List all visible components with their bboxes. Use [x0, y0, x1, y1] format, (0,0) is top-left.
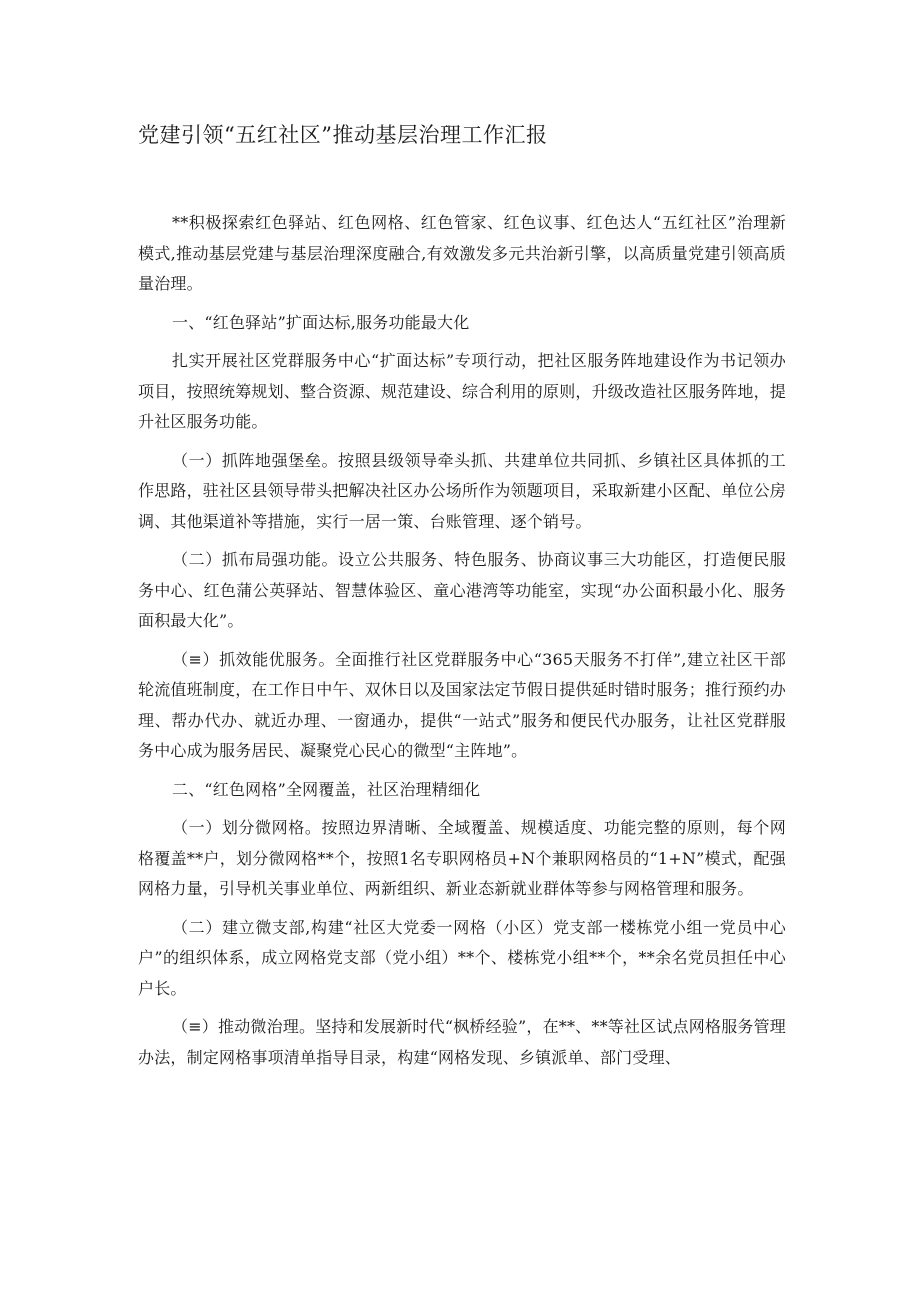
section-1-paragraph: 扎实开展社区党群服务中心“扩面达标”专项行动，把社区服务阵地建设作为书记领办项目，按照统筹规划、整合资源、规范建设、综合利用的原则，升级改造社区服务阵地，提升社区服务功能。	[138, 351, 787, 431]
document-title: 党建引领“五红社区”推动基层治理工作汇报	[138, 123, 548, 147]
document-body	[138, 208, 786, 1081]
section-1-item-3: （≡）抓效能优服务。全面推行社区党群服务中心“365天服务不打佯”,建立社区干部轮流值班制度，在工作日中午、双休日以及国家法定节假日提供延时错时服务；推行预约办理、帮办代办、就近办理、一窗通办，提供“一站式”服务和便民代办服务，让社区党群服务中心成为服务居民、凝聚党心民心的微型“主阵地”。	[138, 649, 787, 760]
section-heading-1: 一、“红色驿站”扩面达标,服务功能最大化	[172, 312, 470, 332]
intro-paragraph: **积极探索红色驿站、红色网格、红色管家、红色议事、红色达人“五红社区”治理新模式,推动基层党建与基层治理深度融合,有效激发多元共治新引擎，以高质量党建引领高质量治理。	[138, 213, 786, 293]
section-heading-2: 二、“红色网格”全网覆盖，社区治理精细化	[172, 779, 481, 799]
section-2-item-1: （一）划分微网格。按照边界清晰、全域覆盖、规模适度、功能完整的原则，每个网格覆盖**户，划分微网格**个，按照1名专职网格员+N个兼职网格员的“1+N”模式，配强网格力量，引导机关事业单位、两新组织、新业态新就业群体等参与网格管理和服务。	[138, 818, 786, 898]
section-1-item-2: （二）抓布局强功能。设立公共服务、特色服务、协商议事三大功能区，打造便民服务中心、红色蒲公英驿站、智慧体验区、童心港湾等功能室，实现“办公面积最小化、服务面积最大化”。	[138, 550, 786, 630]
section-2-item-3: （≡）推动微治理。坚持和发展新时代“枫桥经验”，在**、**等社区试点网格服务管理办法，制定网格事项清单指导目录，构建“网格发现、乡镇派单、部门受理、	[138, 1017, 786, 1067]
section-2-item-2: （二）建立微支部,构建“社区大党委一网格（小区）党支部一楼栋党小组一党员中心户”的组织体系，成立网格党支部（党小组）**个、楼栋党小组**个，**余名党员担任中心户长。	[138, 917, 786, 998]
section-1-item-1: （一）抓阵地强堡垒。按照县级领导牵头抓、共建单位共同抓、乡镇社区具体抓的工作思路，驻社区县领导带头把解决社区办公场所作为领题项目，采取新建小区配、单位公房调、其他渠道补等措施，实行一居一策、台账管理、逐个销号。	[138, 450, 787, 531]
